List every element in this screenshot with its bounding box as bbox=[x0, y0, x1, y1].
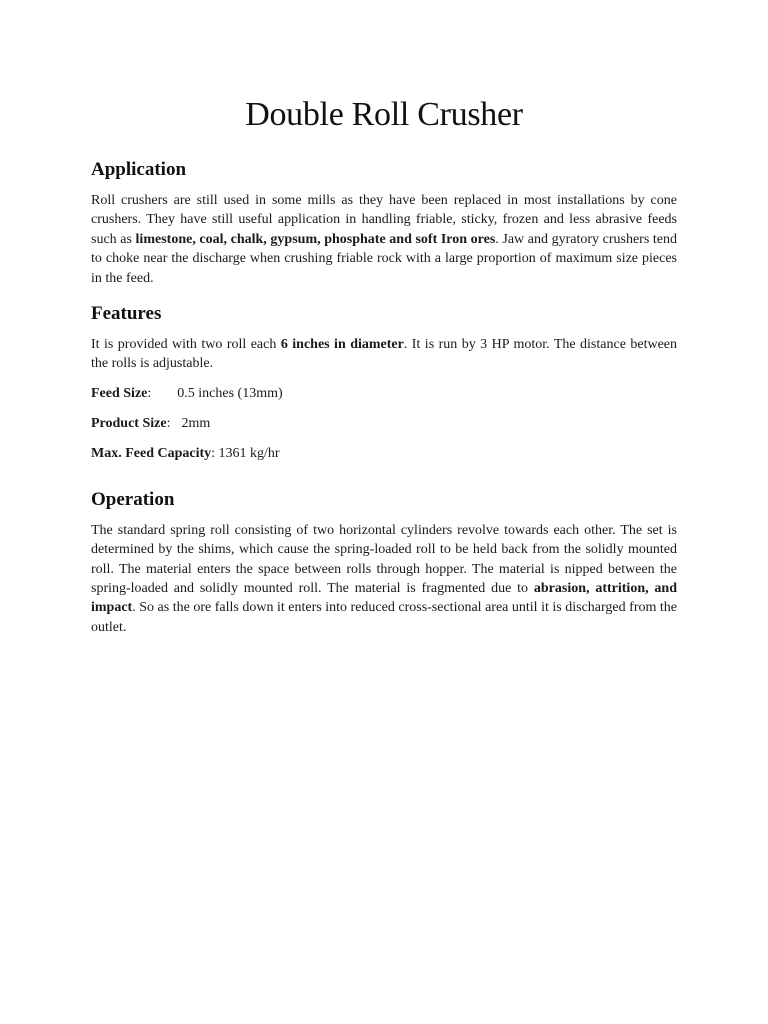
operation-text-1: The standard spring roll consisting of two horizontal cylinders revolve towards each other. The set is determined by the shims, which cause the spring-loaded roll to be held back from the solidly mounted roll. The material enters the space between rolls through hopper. The material is nipped between the spring-loaded and solidly mounted roll. The material is fragmented due to bbox=[91, 522, 677, 597]
product-size-colon: : bbox=[166, 415, 171, 431]
feed-capacity-value: 1361 kg/hr bbox=[218, 445, 280, 461]
document-title: Double Roll Crusher bbox=[245, 96, 523, 133]
application-materials-bold: limestone, coal, chalk, gypsum, phosphate and soft Iron ores bbox=[135, 231, 496, 247]
feed-capacity-spec bbox=[91, 444, 677, 463]
features-text-2: . It is run by 3 HP motor. The distance between the rolls is adjustable. bbox=[91, 337, 678, 372]
operation-paragraph bbox=[91, 521, 677, 637]
features-heading: Features bbox=[91, 303, 162, 325]
product-size-value: 2mm bbox=[181, 415, 211, 431]
operation-heading: Operation bbox=[91, 488, 175, 510]
product-size-label: Product Size bbox=[91, 415, 167, 431]
features-text-1: It is provided with two roll each bbox=[91, 337, 281, 353]
feed-size-label: Feed Size bbox=[91, 385, 148, 401]
feed-capacity-label: Max. Feed Capacity bbox=[91, 445, 212, 461]
feed-size-colon: : bbox=[147, 385, 152, 401]
feed-size-value: 0.5 inches (13mm) bbox=[177, 385, 283, 401]
application-heading: Application bbox=[91, 159, 187, 180]
product-size-spec bbox=[91, 414, 677, 433]
application-paragraph bbox=[91, 191, 677, 288]
application-text-1: Roll crushers are still used in some mills as they have been replaced in most installations by cone crushers. They have still useful application in handling friable, sticky, frozen and less abrasive feeds such as bbox=[91, 193, 677, 247]
operation-mechanisms-bold: abrasion, attrition, and impact bbox=[91, 581, 678, 616]
features-paragraph bbox=[91, 335, 677, 374]
feed-size-spec bbox=[91, 384, 677, 403]
features-diameter-bold: 6 inches in diameter bbox=[280, 337, 404, 353]
application-text-2: . Jaw and gyratory crushers tend to choke near the discharge when crushing friable rock with a large proportion of maximum size pieces in the feed. bbox=[91, 231, 677, 286]
feed-capacity-colon: : bbox=[211, 445, 216, 461]
operation-text-2: . So as the ore falls down it enters into reduced cross-sectional area until it is discharged from the outlet. bbox=[91, 600, 677, 635]
